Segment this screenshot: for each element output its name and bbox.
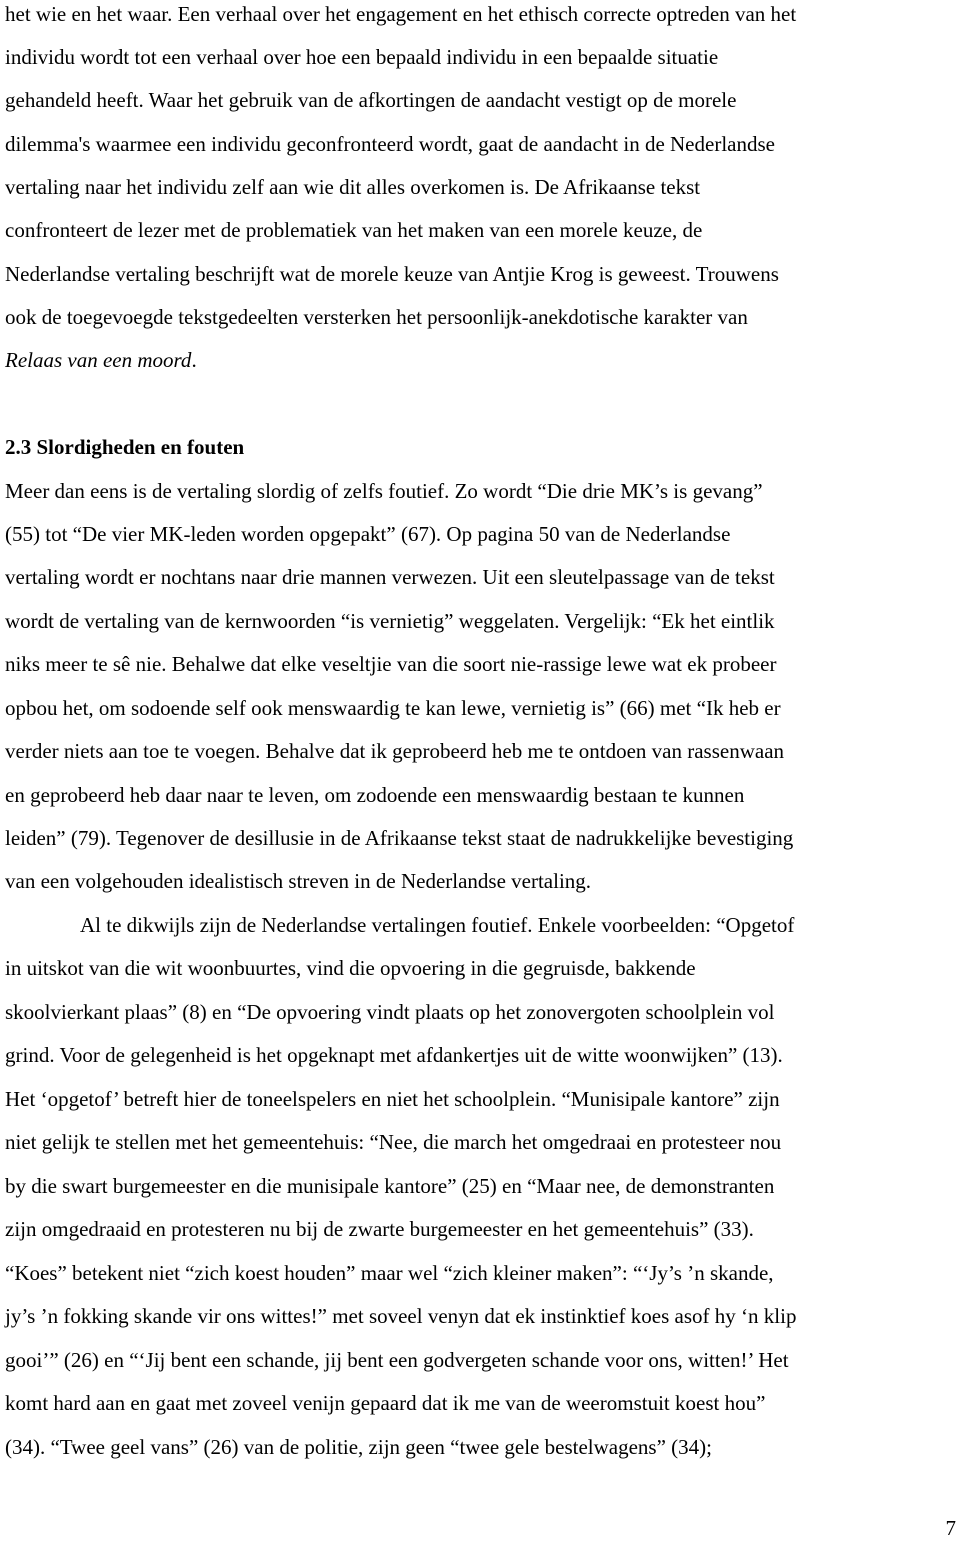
text-line: individu wordt tot een verhaal over hoe een bepaald individu in een bepaalde situatie xyxy=(5,45,719,69)
text-line: vertaling naar het individu zelf aan wie dit alles overkomen is. De Afrikaanse tekst xyxy=(5,175,701,199)
text-line: “Koes” betekent niet “zich koest houden” maar wel “zich kleiner maken”: “‘Jy’s ’n skande, xyxy=(5,1261,774,1285)
text-line: dilemma's waarmee een individu geconfronteerd wordt, gaat de aandacht in de Nederlandse xyxy=(5,132,775,156)
text-line: confronteert de lezer met de problematiek van het maken van een morele keuze, de xyxy=(5,218,703,242)
text-line: opbou het, om sodoende self ook menswaardig te kan lewe, vernietig is” (66) met “Ik heb er xyxy=(5,696,781,720)
page-number: 7 xyxy=(945,1516,956,1540)
sentence-end: . xyxy=(191,348,197,372)
text-line: grind. Voor de gelegenheid is het opgeknapt met afdankertjes uit de witte woonwijken” (13). xyxy=(5,1043,783,1067)
text-line: zijn omgedraaid en protesteren nu bij de zwarte burgemeester en het gemeentehuis” (33). xyxy=(5,1217,754,1241)
text-line: (55) tot “De vier MK-leden worden opgepakt” (67). Op pagina 50 van de Nederlandse xyxy=(5,522,731,546)
text-line: en geprobeerd heb daar naar te leven, om zodoende een menswaardig bestaan te kunnen xyxy=(5,783,745,807)
book-title-italic: Relaas van een moord xyxy=(5,348,192,372)
text-line: in uitskot van die wit woonbuurtes, vind die opvoering in die gegruisde, bakkende xyxy=(5,956,696,980)
paragraph-first-line: Al te dikwijls zijn de Nederlandse vertalingen foutief. Enkele voorbeelden: “Opgetof xyxy=(80,913,795,937)
text-line: vertaling wordt er nochtans naar drie mannen verwezen. Uit een sleutelpassage van de tekst xyxy=(5,565,775,589)
text-line: het wie en het waar. Een verhaal over het engagement en het ethisch correcte optreden van het xyxy=(5,2,797,26)
text-line: jy’s ’n fokking skande vir ons wittes!” met soveel venyn dat ek instinktief koes asof hy ‘n klip xyxy=(5,1304,797,1328)
text-line: niks meer te sê nie. Behalwe dat elke veseltjie van die soort nie-rassige lewe wat ek probeer xyxy=(5,652,777,676)
text-line: gooi’” (26) en “‘Jij bent een schande, jij bent een godvergeten schande voor ons, witten!’ Het xyxy=(5,1348,789,1372)
text-line: (34). “Twee geel vans” (26) van de politie, zijn geen “twee gele bestelwagens” (34); xyxy=(5,1435,712,1459)
text-line xyxy=(5,346,197,374)
text-line: van een volgehouden idealistisch streven in de Nederlandse vertaling. xyxy=(5,869,592,893)
text-line: komt hard aan en gaat met zoveel venijn gepaard dat ik me van de weeromstuit koest hou” xyxy=(5,1391,766,1415)
text-line: by die swart burgemeester en die munisipale kantore” (25) en “Maar nee, de demonstranten xyxy=(5,1174,775,1198)
text-line: wordt de vertaling van de kernwoorden “is vernietig” weggelaten. Vergelijk: “Ek het eintlik xyxy=(5,609,775,633)
text-line: Het ‘opgetof’ betreft hier de toneelspelers en niet het schoolplein. “Munisipale kantore” zijn xyxy=(5,1087,780,1111)
text-line: gehandeld heeft. Waar het gebruik van de afkortingen de aandacht vestigt op de morele xyxy=(5,88,737,112)
text-line: leiden” (79). Tegenover de desillusie in de Afrikaanse tekst staat de nadrukkelijke bevestiging xyxy=(5,826,794,850)
section-heading: 2.3 Slordigheden en fouten xyxy=(5,435,245,459)
text-line: skoolvierkant plaas” (8) en “De opvoering vindt plaats op het zonovergoten schoolplein vol xyxy=(5,1000,775,1024)
text-line: Meer dan eens is de vertaling slordig of zelfs foutief. Zo wordt “Die drie MK’s is gevang” xyxy=(5,479,763,503)
text-line: verder niets aan toe te voegen. Behalve dat ik geprobeerd heb me te ontdoen van rassenwaan xyxy=(5,739,785,763)
text-line: ook de toegevoegde tekstgedeelten versterken het persoonlijk-anekdotische karakter van xyxy=(5,305,748,329)
text-line: Nederlandse vertaling beschrijft wat de morele keuze van Antjie Krog is geweest. Trouwens xyxy=(5,262,779,286)
text-line: niet gelijk te stellen met het gemeentehuis: “Nee, die march het omgedraai en protesteer nou xyxy=(5,1130,782,1154)
